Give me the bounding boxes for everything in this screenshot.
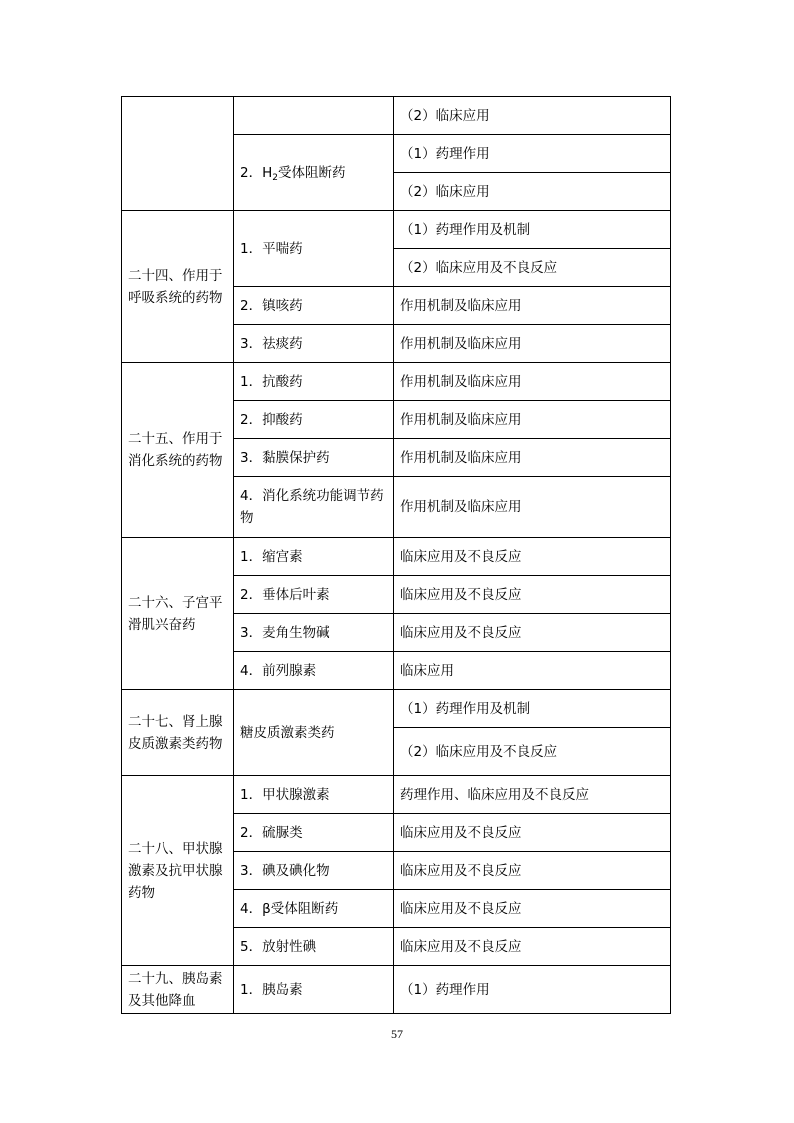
content-cell: 临床应用及不良反应 bbox=[394, 614, 671, 652]
table-row bbox=[122, 538, 671, 576]
content-cell: （1）药理作用 bbox=[394, 966, 671, 1014]
content-cell: 作用机制及临床应用 bbox=[394, 401, 671, 439]
subscript-2: 2 bbox=[272, 172, 278, 183]
item-cell: 4．前列腺素 bbox=[234, 652, 394, 690]
item-cell: 1．缩宫素 bbox=[234, 538, 394, 576]
content-cell: 作用机制及临床应用 bbox=[394, 477, 671, 538]
category-cell-continued bbox=[122, 97, 234, 211]
item-cell: 1．甲状腺激素 bbox=[234, 776, 394, 814]
category-cell: 二十六、子宫平滑肌兴奋药 bbox=[122, 538, 234, 690]
item-cell: 4．β受体阻断药 bbox=[234, 890, 394, 928]
content-cell: （1）药理作用及机制 bbox=[394, 211, 671, 249]
item-cell: 4．消化系统功能调节药物 bbox=[234, 477, 394, 538]
page-number: 57 bbox=[391, 1027, 403, 1041]
table-row bbox=[122, 690, 671, 728]
category-cell: 二十五、作用于消化系统的药物 bbox=[122, 363, 234, 538]
content-cell: （1）药理作用及机制 bbox=[394, 690, 671, 728]
content-cell: （2）临床应用及不良反应 bbox=[394, 728, 671, 776]
content-cell: （2）临床应用 bbox=[394, 97, 671, 135]
content-cell: 临床应用及不良反应 bbox=[394, 538, 671, 576]
item-suffix: 受体阻断药 bbox=[277, 164, 346, 181]
content-cell: 临床应用及不良反应 bbox=[394, 576, 671, 614]
table-row bbox=[122, 363, 671, 401]
item-cell: 2．抑酸药 bbox=[234, 401, 394, 439]
category-cell: 二十七、肾上腺皮质激素类药物 bbox=[122, 690, 234, 776]
item-cell: 糖皮质激素类药 bbox=[234, 690, 394, 776]
item-cell: 3．祛痰药 bbox=[234, 325, 394, 363]
item-cell: 3．碘及碘化物 bbox=[234, 852, 394, 890]
table-row bbox=[122, 966, 671, 1014]
content-cell: 临床应用及不良反应 bbox=[394, 890, 671, 928]
item-cell-continued bbox=[234, 97, 394, 135]
content-cell: 药理作用、临床应用及不良反应 bbox=[394, 776, 671, 814]
content-cell: （2）临床应用 bbox=[394, 173, 671, 211]
content-cell: 作用机制及临床应用 bbox=[394, 287, 671, 325]
content-cell: 作用机制及临床应用 bbox=[394, 325, 671, 363]
item-cell: 2．垂体后叶素 bbox=[234, 576, 394, 614]
content-cell: 作用机制及临床应用 bbox=[394, 363, 671, 401]
item-cell: 3．麦角生物碱 bbox=[234, 614, 394, 652]
syllabus-table bbox=[121, 96, 671, 1014]
content-cell: （1）药理作用 bbox=[394, 135, 671, 173]
content-cell: 临床应用 bbox=[394, 652, 671, 690]
content-cell: （2）临床应用及不良反应 bbox=[394, 249, 671, 287]
category-cell: 二十九、胰岛素及其他降血 bbox=[122, 966, 234, 1014]
item-cell: 5．放射性碘 bbox=[234, 928, 394, 966]
item-cell: 1．抗酸药 bbox=[234, 363, 394, 401]
table-row bbox=[122, 97, 671, 135]
content-cell: 临床应用及不良反应 bbox=[394, 928, 671, 966]
item-cell: 2．硫脲类 bbox=[234, 814, 394, 852]
category-cell: 二十四、作用于呼吸系统的药物 bbox=[122, 211, 234, 363]
content-cell: 临床应用及不良反应 bbox=[394, 852, 671, 890]
item-cell: 1．平喘药 bbox=[234, 211, 394, 287]
content-cell: 临床应用及不良反应 bbox=[394, 814, 671, 852]
category-cell: 二十八、甲状腺激素及抗甲状腺药物 bbox=[122, 776, 234, 966]
item-cell-h2-blocker bbox=[234, 135, 394, 211]
item-cell: 2．镇咳药 bbox=[234, 287, 394, 325]
table-row bbox=[122, 211, 671, 249]
item-cell: 3．黏膜保护药 bbox=[234, 439, 394, 477]
content-cell: 作用机制及临床应用 bbox=[394, 439, 671, 477]
item-cell: 1．胰岛素 bbox=[234, 966, 394, 1014]
table-row bbox=[122, 776, 671, 814]
item-prefix: 2．H bbox=[240, 164, 273, 181]
